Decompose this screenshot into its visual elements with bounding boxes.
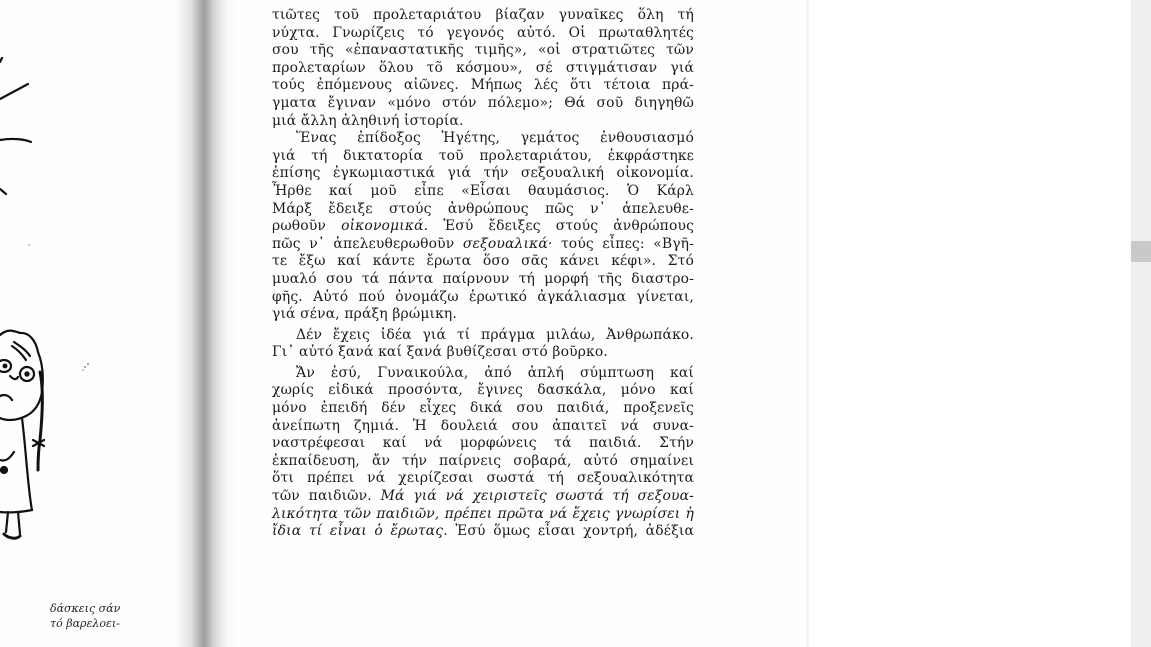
illustration-caption — [50, 601, 190, 631]
text-line: ὅτι πρέπει νά χειρίζεσαι σωστά τή σεξουαλικότητα — [272, 470, 694, 487]
text-line: γιά τή δικτατορία τοῦ προλεταριάτου, ἐκφράστηκε — [272, 147, 694, 164]
text-line: ἐπίσης ἐγκωμιαστικά γιά τήν σεξουαλική οἰκονομία. — [272, 165, 694, 182]
page-boundary-line — [806, 0, 809, 647]
text-line: τούς ἐπόμενους αἰῶνες. Μήπως λές ὅτι τέτοια πρά- — [272, 77, 694, 94]
text-line — [272, 506, 694, 524]
book-gutter-shadow — [175, 0, 240, 647]
right-page-text — [272, 7, 694, 541]
text-line — [272, 523, 694, 541]
text-line: μόνο ἐπειδή δέν εἶχες δικά σου παιδιά, προξενεῖς — [272, 400, 694, 417]
text-line: Γι᾽ αὐτό ξανά καί ξανά βυθίζεσαι στό βοῦρκο. — [272, 344, 608, 361]
text-span: τούς εἶπες: «Βγῆ- — [552, 235, 694, 252]
text-span: τῶν παιδιῶν. — [272, 488, 381, 505]
italic-emphasis: λικότητα τῶν παιδιῶν, πρέπει πρῶτα νά ἔχεις γνωρίσει ἡ — [272, 505, 694, 522]
left-page — [0, 0, 185, 647]
paragraph-start-line: Ἕνας ἐπίδοξος Ἡγέτης, γεμάτος ἐνθουσιασμό — [296, 130, 694, 147]
text-line: νύχτα. Γνωρίζεις τό γεγονός αὐτό. Οἱ πρωταθλητές — [272, 24, 694, 41]
text-line: χωρίς εἰδικά προσόντα, ἔγινες δασκάλα, μόνο καί — [272, 382, 694, 399]
text-span: Ἐσύ ἔδειξες στούς ἀνθρώπους — [428, 218, 694, 235]
text-line: Ἦρθε καί μοῦ εἶπε «Εἶσαι θαυμάσιος. Ὁ Κάρλ — [272, 182, 694, 199]
text-line: μιά ἄλλη ἀληθινή ἱστορία. — [272, 112, 464, 129]
paragraph-start-line: Ἄν ἐσύ, Γυναικούλα, ἀπό ἁπλή σύμπτωση καί — [296, 364, 694, 381]
italic-emphasis: ἴδια τί εἶναι ὁ ἔρωτας. — [272, 523, 448, 540]
text-line — [272, 488, 694, 506]
italic-emphasis: οἰκονομικά. — [341, 218, 429, 235]
text-span: πῶς ν᾽ ἀπελευθερωθοῦν — [272, 235, 463, 252]
caption-line: τό βαρελοει- — [50, 617, 120, 630]
cartoon-girl-illustration — [0, 0, 185, 600]
text-line: γιά σένα, πράξη βρώμικη. — [272, 306, 457, 323]
text-line: σου τῆς «ἐπαναστατικῆς τιμῆς», «οἱ στρατιῶτες τῶν — [272, 42, 694, 59]
text-line: φῆς. Αὐτό πού ὀνομάζω ἐρωτικό ἀγκάλιασμα γίνεται, — [272, 288, 694, 305]
text-span: ρωθοῦν — [272, 218, 342, 235]
text-line — [272, 218, 694, 236]
text-line: Μάρξ ἔδειξε στούς ἀνθρώπους πῶς ν᾽ ἀπελευθε- — [272, 200, 694, 217]
text-line: τε ἔξω καί κάντε ἔρωτα ὅσο σᾶς κάνει κέφι». Στό — [272, 253, 694, 270]
paragraph-start-line: Δέν ἔχεις ἰδέα γιά τί πράγμα μιλάω, Ἀνθρωπάκο. — [296, 326, 694, 343]
vertical-scrollbar[interactable] — [1131, 0, 1151, 647]
italic-emphasis: Μά γιά νά χειριστεῖς σωστά τή σεξουα- — [380, 488, 694, 505]
caption-line: δάσκεις σάν — [50, 602, 121, 615]
text-line: προλεταρίων ὅλου τõ κόσμου», σέ στιγμάτισαν γιά — [272, 59, 694, 76]
text-span: Ἐσύ ὅμως εἶσαι χοντρή, ἀδέξια — [447, 523, 695, 540]
text-line: ἀνείπωτη ζημιά. Ἡ δουλειά σου ἀπαιτεῖ νά συνα- — [272, 417, 694, 434]
text-line: γματα ἔγιναν «μόνο στόν πόλεμο»; Θά σοῦ διηγηθῶ — [272, 94, 694, 111]
text-line: ναστρέφεσαι καί νά μορφώνεις τά παιδιά. Στήν — [272, 435, 694, 452]
scrollbar-thumb[interactable] — [1131, 241, 1151, 262]
text-line: ἐκπαίδευση, ἄν τήν παίρνεις σοβαρά, αὐτό σημαίνει — [272, 452, 694, 469]
text-line: τιῶτες τοῦ προλεταριάτου βίαζαν γυναῖκες ὅλη τή — [272, 7, 694, 23]
text-line — [272, 236, 694, 254]
text-line: μυαλό σου τά πάντα παίρνουν τή μορφή τῆς διαστρο- — [272, 270, 694, 287]
italic-emphasis: σεξουαλικά· — [462, 235, 553, 252]
